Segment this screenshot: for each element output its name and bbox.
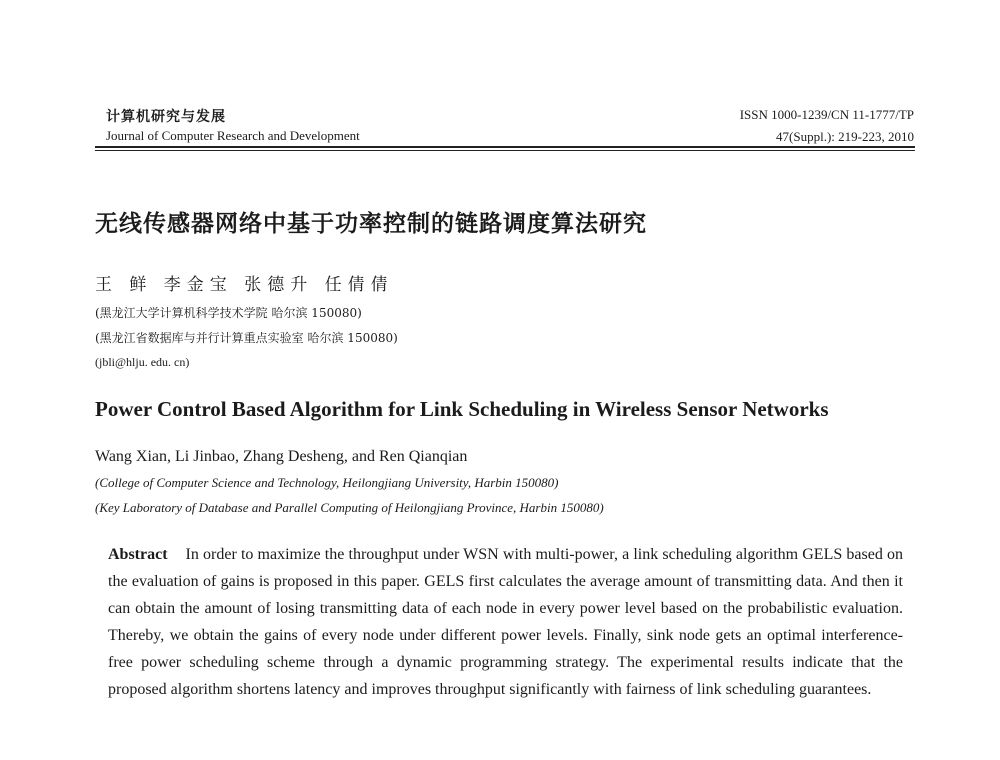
paper-title-en: Power Control Based Algorithm for Link Scheduling in Wireless Sensor Networks bbox=[95, 397, 829, 421]
abstract-label: Abstract bbox=[108, 546, 168, 563]
authors-cn: 王 鲜 李金宝 张德升 任倩倩 bbox=[95, 275, 394, 295]
abstract bbox=[108, 541, 903, 703]
paper-title-cn: 无线传感器网络中基于功率控制的链路调度算法研究 bbox=[95, 211, 647, 237]
affiliation-cn-1: (黑龙江大学计算机科学技术学院 哈尔滨 150080) bbox=[95, 306, 362, 320]
header-rule-thin bbox=[95, 150, 915, 151]
journal-volume: 47(Suppl.): 219-223, 2010 bbox=[776, 129, 914, 144]
journal-name-cn: 计算机研究与发展 bbox=[106, 109, 226, 125]
affiliation-cn-2: (黑龙江省数据库与并行计算重点实验室 哈尔滨 150080) bbox=[95, 331, 398, 345]
affiliation-en-2: (Key Laboratory of Database and Parallel Computing of Heilongjiang Province, Harbin 150080) bbox=[95, 500, 604, 515]
journal-issn: ISSN 1000-1239/CN 11-1777/TP bbox=[739, 107, 914, 122]
journal-name-en: Journal of Computer Research and Development bbox=[106, 128, 360, 143]
header-rule-thick bbox=[95, 146, 915, 148]
abstract-text: In order to maximize the throughput under WSN with multi-power, a link scheduling algorithm GELS based on the evaluation of gains is proposed in this paper. GELS first calculates the average amount of transmitting data. And then it can obtain the amount of losing transmitting data of each node in every power level based on the probabilistic evaluation. Thereby, we obtain the gains of every node under different power levels. Finally, sink node gets an optimal interference-free power scheduling scheme through a dynamic programming strategy. The experimental results indicate that the proposed algorithm shortens latency and improves throughput significantly with fairness of link scheduling guarantees. bbox=[108, 546, 903, 698]
author-email: (jbli@hlju. edu. cn) bbox=[95, 355, 190, 369]
affiliation-en-1: (College of Computer Science and Technology, Heilongjiang University, Harbin 150080) bbox=[95, 475, 559, 490]
authors-en: Wang Xian, Li Jinbao, Zhang Desheng, and Ren Qianqian bbox=[95, 448, 468, 465]
